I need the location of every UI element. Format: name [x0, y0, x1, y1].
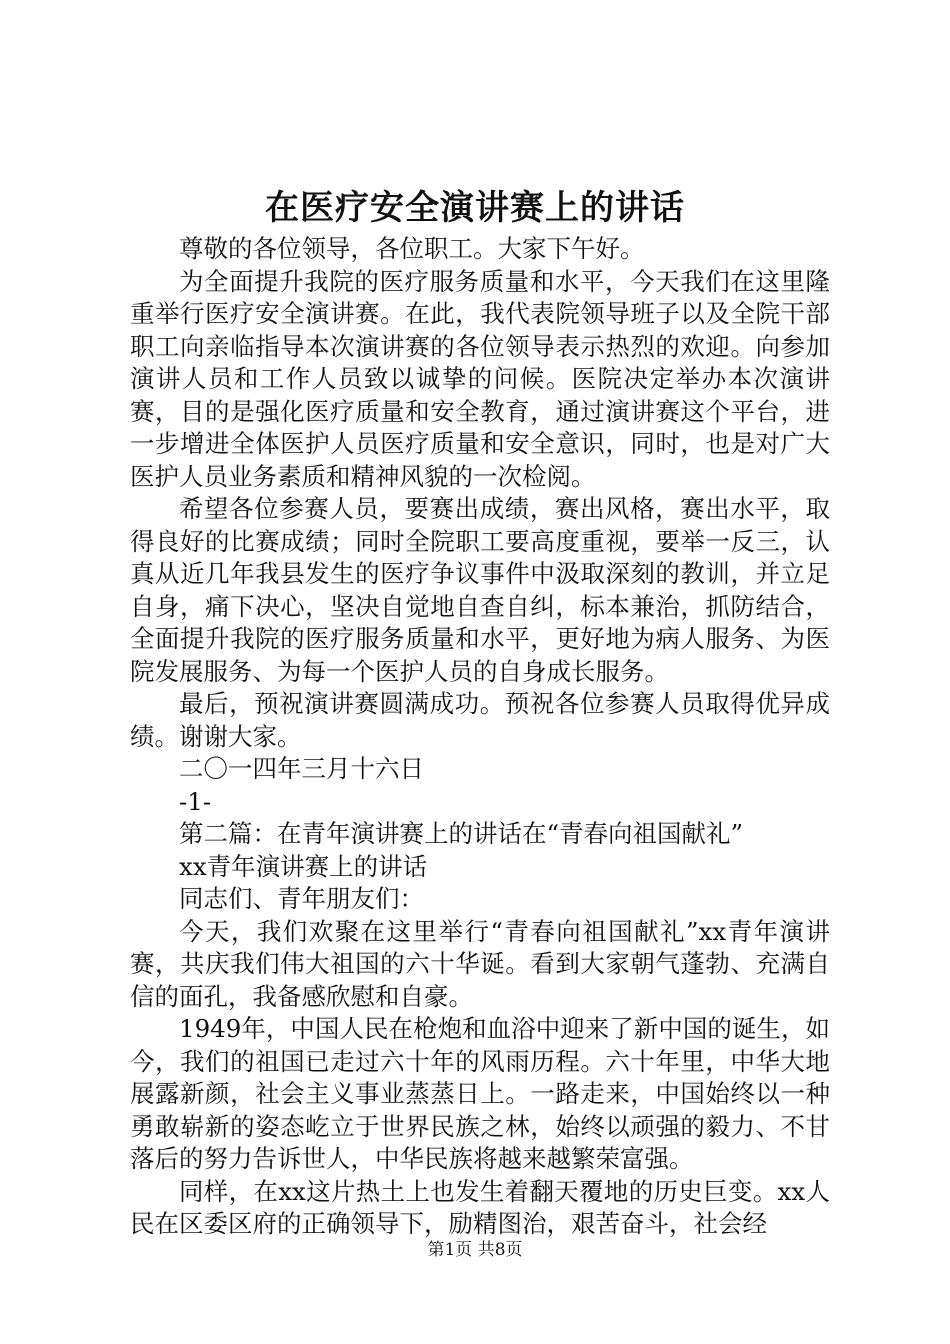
- page-footer: 第1页 共8页: [427, 1240, 523, 1260]
- paragraph-date: 二〇一四年三月十六日: [179, 754, 424, 783]
- paragraph: 希望各位参赛人员，要赛出成绩，赛出风格，赛出水平，取得良好的比赛成绩；同时全院职工要高度重视，要举一反三，认真从近几年我县发生的医疗争议事件中汲取深刻的教训，并立足自身，痛下决心，坚决自觉地自查自纠，标本兼治，抓防结合，全面提升我院的医疗服务质量和水平，更好地为病人服务、为医院发展服务、为每一个医护人员的自身成长服务。: [130, 494, 830, 686]
- paragraph-section-heading: 第二篇：在青年演讲赛上的讲话在“青春向祖国献礼”: [179, 819, 744, 848]
- paragraph: 为全面提升我院的医疗服务质量和水平，今天我们在这里隆重举行医疗安全演讲赛。在此，我代表院领导班子以及全院干部职工向亲临指导本次演讲赛的各位领导表示热烈的欢迎。向参加演讲人员和工作人员致以诚挚的问候。医院决定举办本次演讲赛，目的是强化医疗质量和安全教育，通过演讲赛这个平台，进一步增进全体医护人员医疗质量和安全意识，同时，也是对广大医护人员业务素质和精神风貌的一次检阅。: [130, 266, 830, 491]
- paragraph: 最后，预祝演讲赛圆满成功。预祝各位参赛人员取得优异成绩。谢谢大家。: [130, 689, 830, 751]
- paragraph: 同样，在xx这片热土上也发生着翻天覆地的历史巨变。xx人民在区委区府的正确领导下，励精图治，艰苦奋斗，社会经: [130, 1176, 830, 1238]
- paragraph-greeting: 尊敬的各位领导，各位职工。大家下午好。: [179, 234, 645, 263]
- document-body: [130, 233, 830, 1241]
- paragraph-salutation: 同志们、青年朋友们：: [179, 884, 424, 913]
- paragraph: 今天，我们欢聚在这里举行“青春向祖国献礼”xx青年演讲赛，共庆我们伟大祖国的六十华诞。看到大家朝气蓬勃、充满自信的面孔，我备感欣慰和自豪。: [130, 916, 830, 1011]
- paragraph-section-subheading: xx青年演讲赛上的讲话: [179, 851, 428, 881]
- paragraph: 1949年，中国人民在枪炮和血浴中迎来了新中国的诞生，如今，我们的祖国已走过六十年的风雨历程。六十年里，中华大地展露新颜，社会主义事业蒸蒸日上。一路走来，中国始终以一种勇敢崭新的姿态屹立于世界民族之林，始终以顽强的毅力、不甘落后的努力告诉世人，中华民族将越来越繁荣富强。: [130, 1014, 830, 1173]
- paragraph-page-marker: -1-: [179, 786, 212, 816]
- document-title: 在医疗安全演讲赛上的讲话: [265, 188, 685, 228]
